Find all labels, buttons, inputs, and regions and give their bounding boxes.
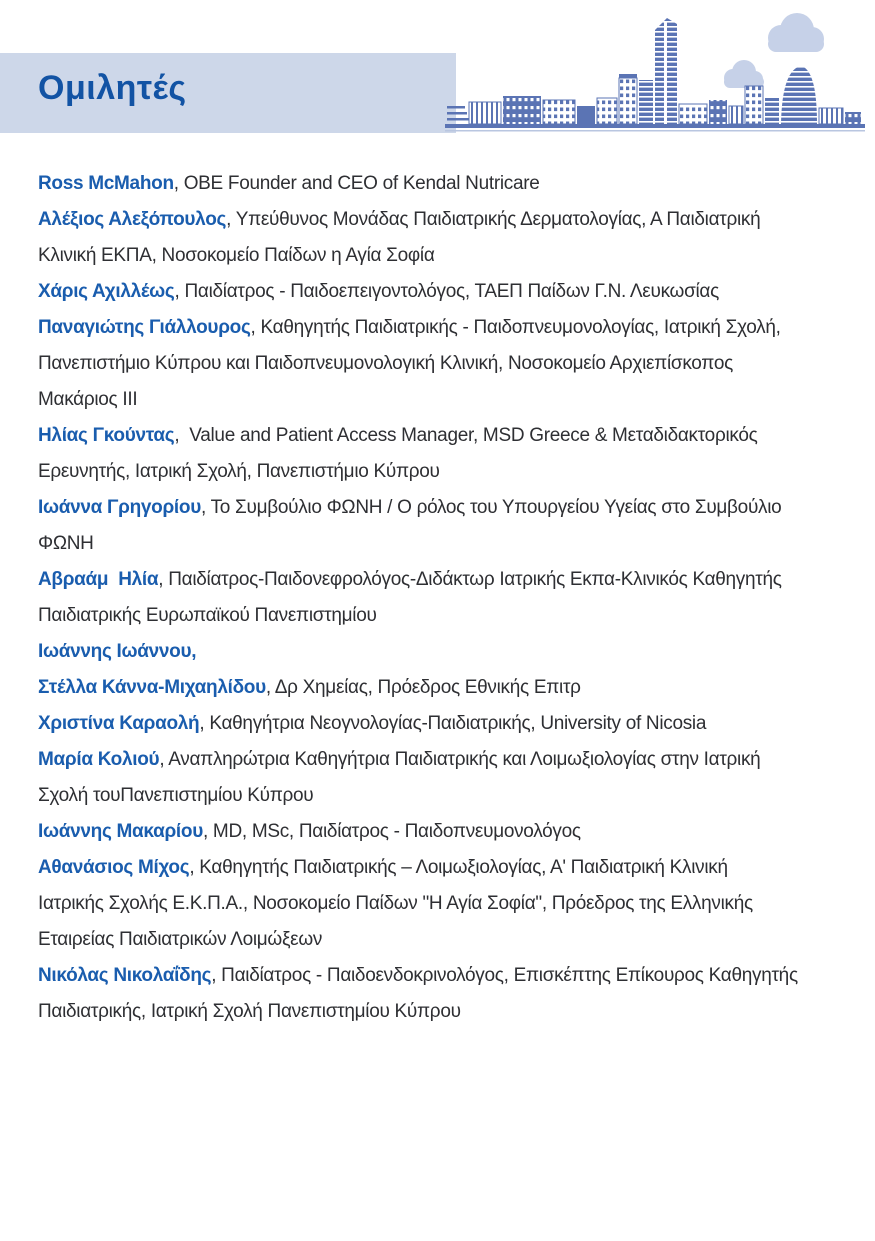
speaker-name: Ross McMahon xyxy=(38,173,174,194)
speaker-line: Κλινική ΕΚΠΑ, Νοσοκομείο Παίδων η Αγία Σοφία xyxy=(38,245,435,266)
speaker-line xyxy=(38,670,838,706)
speaker-name: Νικόλας Νικολαΐδης xyxy=(38,965,212,986)
speaker-description: , Δρ Χημείας, Πρόεδρος Εθνικής Επιτρ xyxy=(265,677,581,698)
speaker-name: Ιωάννης Ιωάννου, xyxy=(38,641,197,662)
speaker-name: Αβραάμ Ηλία xyxy=(38,569,159,590)
speaker-line xyxy=(38,310,838,346)
speaker-entry xyxy=(38,310,838,418)
speaker-description: , Καθηγητής Παιδιατρικής - Παιδοπνευμονολογίας, Ιατρική Σχολή, xyxy=(250,317,781,338)
speaker-line xyxy=(38,634,838,670)
speaker-entry xyxy=(38,166,838,202)
speaker-entry xyxy=(38,742,838,814)
speaker-name: Ιωάννης Μακαρίου xyxy=(38,821,203,842)
speaker-entry xyxy=(38,634,838,670)
speaker-description: , Καθηγητής Παιδιατρικής – Λοιμωξιολογίας, Α' Παιδιατρική Κλινική xyxy=(189,857,728,878)
speaker-entry xyxy=(38,670,838,706)
ground-line xyxy=(445,124,865,128)
speaker-name: Χάρις Αχιλλέως xyxy=(38,281,175,302)
speaker-description: , Παιδίατρος - Παιδοενδοκρινολόγος, Επισκέπτης Επίκουρος Καθηγητής xyxy=(211,965,798,986)
speaker-line xyxy=(38,958,838,994)
speaker-description: , MD, MSc, Παιδίατρος - Παιδοπνευμονολόγος xyxy=(202,821,581,842)
terrace-building xyxy=(447,106,469,121)
speaker-line: Ιατρικής Σχολής Ε.Κ.Π.Α., Νοσοκομείο Παίδων "Η Αγία Σοφία", Πρόεδρος της Ελληνικής xyxy=(38,893,753,914)
speaker-line xyxy=(38,562,838,598)
speaker-name: Ηλίας Γκούντας xyxy=(38,425,175,446)
speaker-name: Μαρία Κολιού xyxy=(38,749,160,770)
speaker-description: , Value and Patient Access Manager, MSD Greece & Μεταδιδακτορικός xyxy=(174,425,758,446)
speaker-line xyxy=(38,706,838,742)
page-title: Ομιλητές xyxy=(38,69,187,107)
speaker-name: Παναγιώτης Γιάλλουρος xyxy=(38,317,251,338)
city-skyline-illustration xyxy=(445,8,865,136)
speaker-entry xyxy=(38,850,838,958)
speaker-line: Ερευνητής, Ιατρική Σχολή, Πανεπιστήμιο Κύπρου xyxy=(38,461,440,482)
speaker-line: Εταιρείας Παιδιατρικών Λοιμώξεων xyxy=(38,929,323,950)
speaker-name: Στέλλα Κάννα-Μιχαηλίδου xyxy=(38,677,266,698)
speaker-name: Αλέξιος Αλεξόπουλος xyxy=(38,209,227,230)
speaker-line xyxy=(38,274,838,310)
speaker-line: ΦΩΝΗ xyxy=(38,533,94,554)
speaker-line xyxy=(38,742,838,778)
speaker-description: , Αναπληρώτρια Καθηγήτρια Παιδιατρικής και Λοιμωξιολογίας στην Ιατρική xyxy=(159,749,761,770)
speaker-entry xyxy=(38,202,838,274)
speakers-list xyxy=(38,166,838,1030)
title-banner xyxy=(0,53,456,133)
speaker-name: Χριστίνα Καραολή xyxy=(38,713,200,734)
speaker-description: , OBE Founder and CEO of Kendal Nutricare xyxy=(173,173,540,194)
cloud-icon xyxy=(724,60,764,88)
speaker-line: Μακάριος ΙΙΙ xyxy=(38,389,138,410)
speaker-name: Ιωάννα Γρηγορίου xyxy=(38,497,201,518)
speaker-description: , Το Συμβούλιο ΦΩΝΗ / Ο ρόλος του Υπουργείου Υγείας στο Συμβούλιο xyxy=(200,497,782,518)
ground-shadow-line xyxy=(445,130,865,132)
speaker-line xyxy=(38,202,838,238)
speaker-line xyxy=(38,166,838,202)
speaker-line xyxy=(38,490,838,526)
speaker-line: Σχολή τουΠανεπιστημίου Κύπρου xyxy=(38,785,314,806)
speaker-line: Πανεπιστήμιο Κύπρου και Παιδοπνευμονολογική Κλινική, Νοσοκομείο Αρχιεπίσκοπος xyxy=(38,353,733,374)
speaker-entry xyxy=(38,274,838,310)
speaker-description: , Καθηγήτρια Νεογνολογίας-Παιδιατρικής, University of Nicosia xyxy=(199,713,707,734)
speaker-entry xyxy=(38,706,838,742)
speaker-line xyxy=(38,814,838,850)
skyscraper-icon xyxy=(655,18,677,124)
speaker-line: Παιδιατρικής Ευρωπαϊκού Πανεπιστημίου xyxy=(38,605,377,626)
speaker-entry xyxy=(38,490,838,562)
speaker-description: , Παιδίατρος - Παιδοεπειγοντολόγος, ΤΑΕΠ Παίδων Γ.Ν. Λευκωσίας xyxy=(174,281,719,302)
speaker-entry xyxy=(38,562,838,634)
speaker-entry xyxy=(38,814,838,850)
speaker-entry xyxy=(38,418,838,490)
speaker-name: Αθανάσιος Μίχος xyxy=(38,857,190,878)
speaker-description: , Υπεύθυνος Μονάδας Παιδιατρικής Δερματολογίας, Α Παιδιατρική xyxy=(226,209,761,230)
speaker-line: Παιδιατρικής, Ιατρική Σχολή Πανεπιστημίου Κύπρου xyxy=(38,1001,461,1022)
speaker-line xyxy=(38,850,838,886)
speaker-line xyxy=(38,418,838,454)
arch-building-icon xyxy=(781,66,817,124)
speaker-entry xyxy=(38,958,838,1030)
speaker-description: , Παιδίατρος-Παιδονεφρολόγος-Διδάκτωρ Ιατρικής Εκπα-Κλινικός Καθηγητής xyxy=(158,569,782,590)
cloud-icon xyxy=(768,13,824,52)
